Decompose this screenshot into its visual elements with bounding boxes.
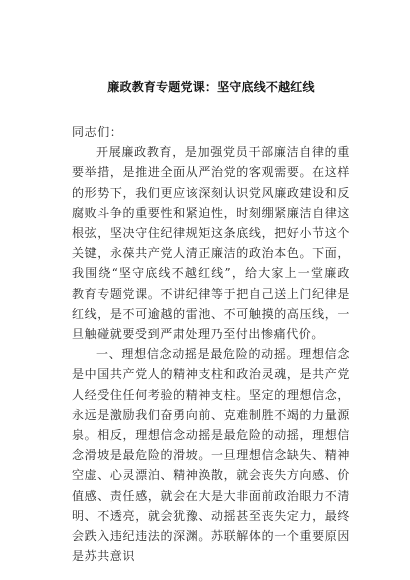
- paragraph-intro: 开展廉政教育，是加强党员干部廉洁自律的重要举措，是推进全面从严治党的客观需要。在这样的形势下，我们更应该深刻认识党风廉政建设和反腐败斗争的重要性和紧迫性，时刻绷紧廉洁自律这根弦，坚决守住纪律规矩这条底线，把好小节这个关键，永葆共产党人清正廉洁的政治本色。下面，我围绕“坚守底线不越红线”，给大家上一堂廉政教育专题党课。不讲纪律等于把自己送上门纪律是红线，是不可逾越的雷池、不可触摸的高压线，一旦触碰就要受到严肃处理乃至付出惨痛代价。: [72, 145, 350, 342]
- salutation: 同志们：: [72, 125, 123, 139]
- paragraph-section-one: 一、理想信念动摇是最危险的动摇。理想信念是中国共产党人的精神支柱和政治灵魂，是共产党人经受住任何考验的精神支柱。坚定的理想信念，永远是激励我们奋勇向前、克难制胜不竭的力量源泉。相反，理想信念动摇是最危险的动摇，理想信念滑坡是最危险的滑坡。一旦理想信念缺失、精神空虚、心灵漂泊、精神涣散，就会丧失方向感、价值感、责任感，就会在大是大非面前政治眼力不清明、不透亮，就会犹豫、动摇甚至丧失定力，最终会跌入违纪违法的深渊。苏联解体的一个重要原因是苏共意识: [72, 347, 350, 564]
- document-title: 廉政教育专题党课：坚守底线不越红线: [107, 80, 315, 94]
- document-body: [72, 122, 350, 566]
